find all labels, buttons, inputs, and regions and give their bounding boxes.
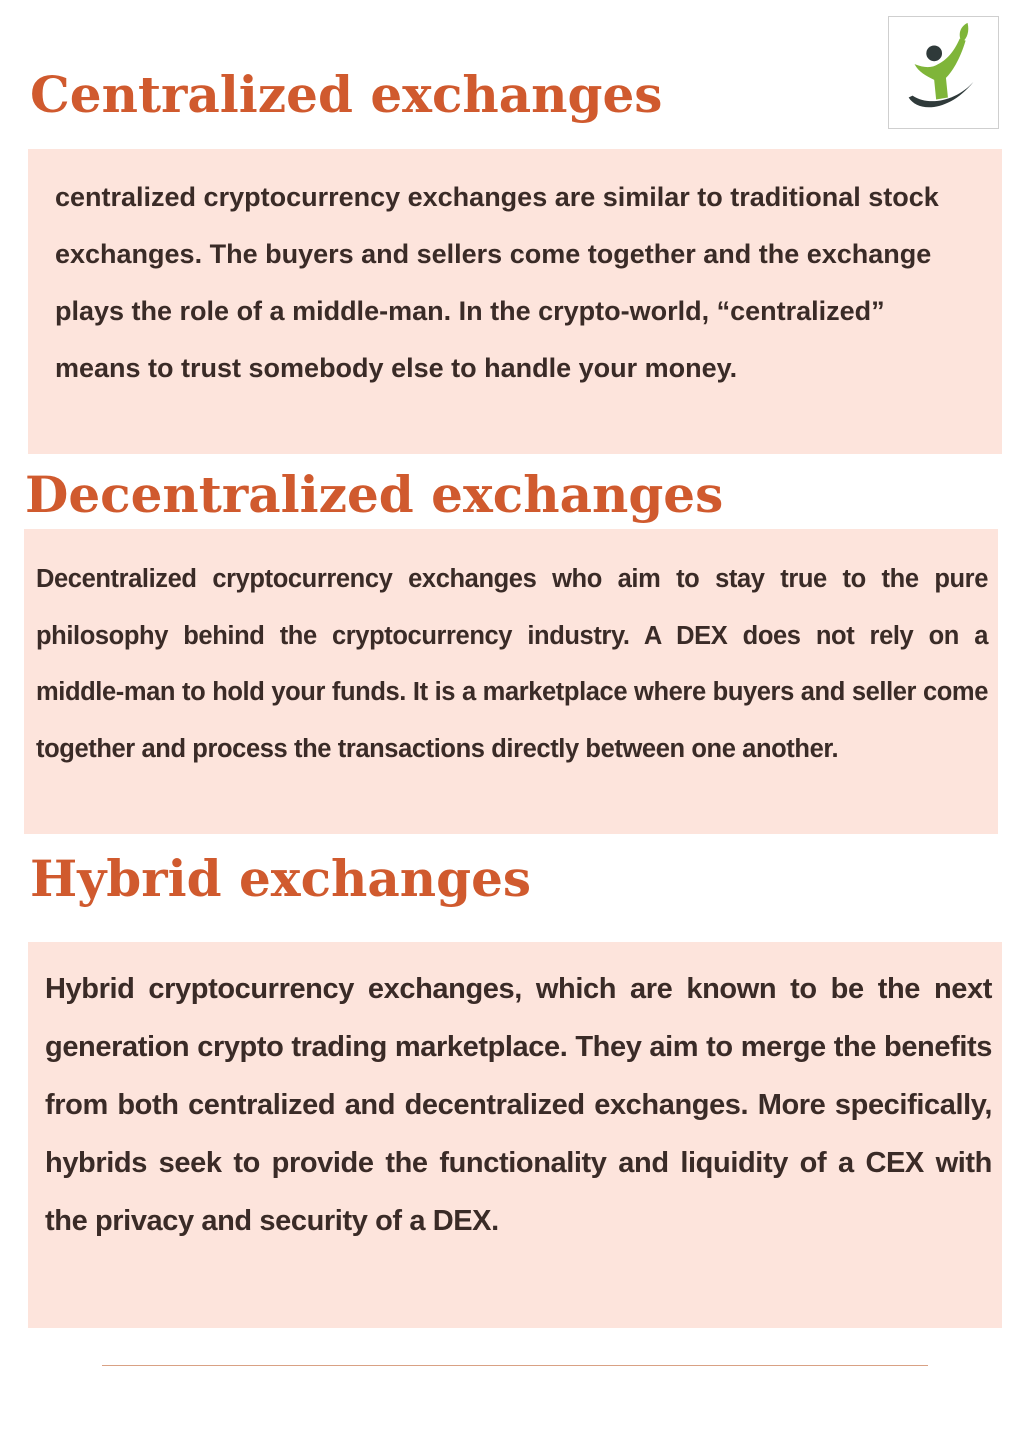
section-panel-hybrid [28,942,1002,1328]
section-body-hybrid: Hybrid cryptocurrency exchanges, which are known to be the next generation crypto trading marketplace. They aim to merge the benefits from both centralized and decentralized exchanges. More specifically, hybrids seek to provide the functionality and liquidity of a CEX with the privacy and security of a DEX. [45,973,992,1237]
section-panel-centralized [28,149,1002,454]
footer-divider [102,1365,928,1366]
logo [888,16,999,129]
section-heading-centralized: Centralized exchanges [30,65,663,124]
section-body-decentralized: Decentralized cryptocurrency exchanges who aim to stay true to the pure philosophy behind the cryptocurrency industry. A DEX does not rely on a middle-man to hold your funds. It is a marketplace where buyers and seller come together and process the transactions directly between one another. [36,565,988,763]
section-body-centralized: centralized cryptocurrency exchanges are similar to traditional stock exchanges. The buyers and sellers come together and the exchange plays the role of a middle-man. In the crypto-world, “centralized” means to trust somebody else to handle your money. [55,182,939,383]
growth-person-icon [889,17,998,128]
section-heading-hybrid: Hybrid exchanges [30,849,532,908]
section-heading-decentralized: Decentralized exchanges [25,465,724,524]
section-panel-decentralized [24,529,998,834]
